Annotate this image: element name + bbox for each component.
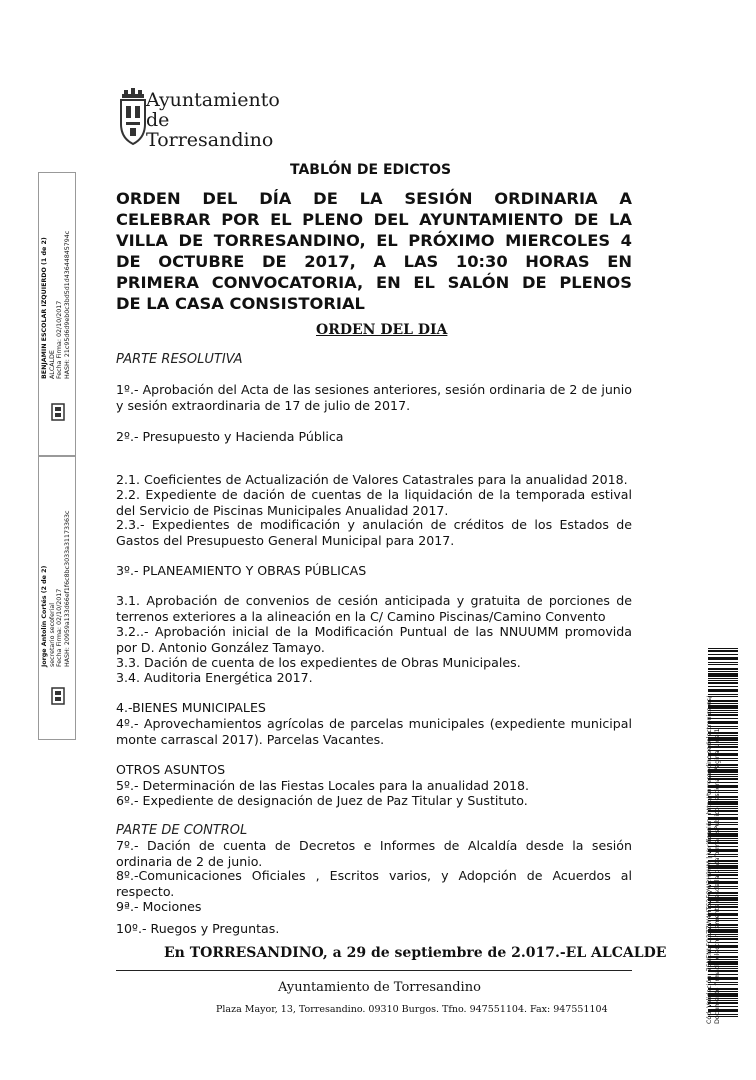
footer-org-name: Ayuntamiento de Torresandino: [278, 980, 481, 995]
orden-del-dia-title: ORDEN DEL DIA: [316, 322, 448, 338]
logo-line-2: de: [146, 109, 170, 131]
sig2-role: secretario secoferial: [48, 603, 56, 667]
item-8: 8º.-Comunicaciones Oficiales , Escritos varios, y Adopción de Acuerdos al respecto.: [116, 868, 632, 899]
document-heading: [116, 188, 632, 314]
logo-line-1: Ayuntamiento: [146, 89, 280, 111]
signature-2-text: [41, 511, 71, 667]
item-2: 2º.- Presupuesto y Hacienda Pública: [116, 429, 344, 444]
footer-address: Plaza Mayor, 13, Torresandino. 09310 Burgos. Tfno. 947551104. Fax: 947551104: [216, 1004, 608, 1015]
validation-line-1: Cód. Validación: 7SNENLFQ2ZZW4HTS2FQW2H9HM | Verificación: http://torresandino.sedelectronica.es/: [706, 696, 713, 1024]
item-6: 6º.- Expediente de designación de Juez de Paz Titular y Sustituto.: [116, 793, 528, 808]
signature-box-1: [38, 172, 76, 456]
sig1-role: ALCALDE: [48, 350, 56, 379]
item-2-1: 2.1. Coeficientes de Actualización de Valores Catastrales para la anualidad 2018.: [116, 472, 628, 487]
parte-control-label: PARTE DE CONTROL: [116, 823, 248, 838]
section-title: TABLÓN DE EDICTOS: [290, 162, 452, 178]
heading-line-5: PRIMERA CONVOCATORIA, EN EL SALÓN DE PLENOS: [116, 273, 632, 292]
item-7: 7º.- Dación de cuenta de Decretos e Informes de Alcaldía desde la sesión ordinaria de 2 de junio.: [116, 838, 632, 869]
validation-line-2: Documento firmado electrónicamente desde la plataforma esPublico Gestiona | Página 1 de 1: [713, 728, 721, 1024]
footer-divider: [116, 970, 632, 971]
validation-text: [706, 644, 721, 1024]
sig2-hash: HASH: 20959a133d66ef1f6c8bc3033a31173363c: [63, 510, 71, 667]
logo-line-3: Torresandino: [146, 129, 274, 151]
item-3-1: 3.1. Aprobación de convenios de cesión anticipada y gratuita de porciones de terrenos exteriores a la alineación en la C/ Camino Piscinas/Camino Convento: [116, 593, 632, 624]
signature-2-stamp-icon: [51, 687, 65, 705]
heading-line-6: DE LA CASA CONSISTORIAL: [116, 294, 365, 313]
sig1-date: Fecha Firma: 02/10/2017: [56, 300, 64, 379]
logo-wordmark: [146, 90, 280, 150]
heading-line-4: DE OCTUBRE DE 2017, A LAS 10:30 HORAS EN: [116, 252, 632, 271]
sig1-name: BENJAMIN ESCOLAR IZQUIERDO (1 de 2): [41, 237, 48, 379]
item-3-3: 3.3. Dación de cuenta de los expedientes de Obras Municipales.: [116, 655, 521, 670]
item-9: 9ª.- Mociones: [116, 899, 202, 914]
signature-1-text: [41, 231, 71, 379]
signature-1-stamp-icon: [51, 403, 65, 421]
item-3-4: 3.4. Auditoria Energética 2017.: [116, 670, 313, 685]
item-5: 5º.- Determinación de las Fiestas Locales para la anualidad 2018.: [116, 778, 529, 793]
closing-line: En TORRESANDINO, a 29 de septiembre de 2.017.-EL ALCALDE: [164, 945, 667, 961]
item-2-2: 2.2. Expediente de dación de cuentas de la liquidación de la temporada estival del Servicio de Piscinas Municipales Anualidad 2017.: [116, 487, 632, 518]
item-1: 1º.- Aprobación del Acta de las sesiones anteriores, sesión ordinaria de 2 de junio y sesión extraordinaria de 17 de julio de 2017.: [116, 382, 632, 413]
otros-asuntos-label: OTROS ASUNTOS: [116, 762, 226, 777]
item-4: 4º.- Aprovechamientos agrícolas de parcelas municipales (expediente municipal monte carrascal 2017). Parcelas Vacantes.: [116, 716, 632, 747]
heading-line-1: ORDEN DEL DÍA DE LA SESIÓN ORDINARIA A: [116, 189, 632, 208]
item-3: 3º.- PLANEAMIENTO Y OBRAS PÚBLICAS: [116, 563, 367, 578]
heading-line-3: VILLA DE TORRESANDINO, EL PRÓXIMO MIERCOLES 4: [116, 231, 632, 250]
item-3-2: 3.2..- Aprobación inicial de la Modificación Puntual de las NNUUMM promovida por D. Antonio González Tamayo.: [116, 624, 632, 655]
sig1-hash: HASH: 21c95d6d9eb0c3bd5d1d43644845794c: [63, 230, 71, 379]
parte-resolutiva-label: PARTE RESOLUTIVA: [116, 352, 243, 367]
sig2-name: Jorge Antolín Cortés (2 de 2): [41, 565, 48, 667]
item-2-3: 2.3.- Expedientes de modificación y anulación de créditos de los Estados de Gastos del Presupuesto General Municipal para 2017.: [116, 517, 632, 548]
signature-box-2: [38, 456, 76, 740]
sig2-date: Fecha Firma: 02/10/2017: [56, 588, 64, 667]
item-10: 10º.- Ruegos y Preguntas.: [116, 921, 280, 936]
heading-line-2: CELEBRAR POR EL PLENO DEL AYUNTAMIENTO DE LA: [116, 210, 632, 229]
item-4-title: 4.-BIENES MUNICIPALES: [116, 700, 266, 715]
